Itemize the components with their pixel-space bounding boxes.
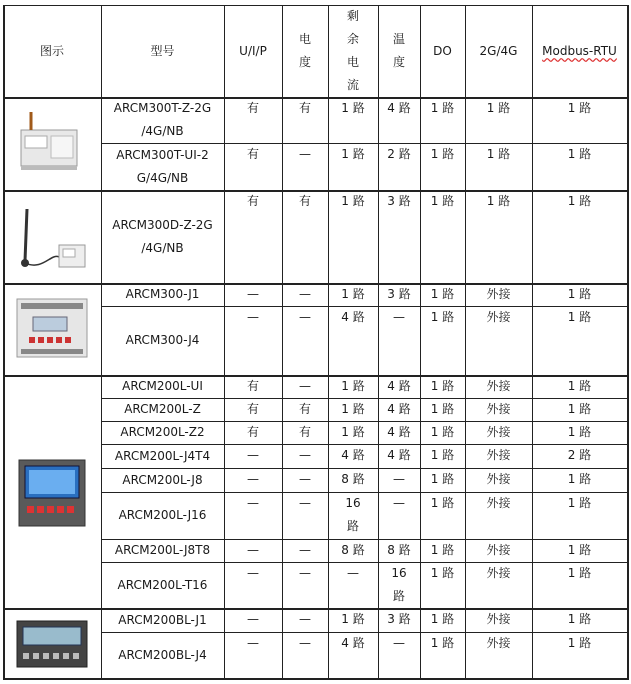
cell-residual: 8 路 [341, 472, 365, 486]
cell-residual: 4 路 [341, 448, 365, 462]
model-cell: ARCM200L-J16 [118, 508, 207, 522]
cell-uip: — [247, 287, 259, 301]
cell-uip: 有 [246, 147, 259, 161]
cell-residual: 1 路 [341, 101, 365, 115]
table-rule [627, 5, 629, 680]
cell-g: 外接 [486, 310, 511, 324]
table-rule [282, 5, 283, 680]
din-rail-meter-with-magnetic-antenna-icon [13, 201, 91, 273]
cell-modbus: 2 路 [567, 448, 592, 462]
cell-temp: — [393, 472, 405, 486]
cell-energy: — [299, 543, 311, 557]
cell-g: 外接 [486, 448, 511, 462]
cell-residual: 1 路 [341, 612, 365, 626]
header-temp: 温 度 [392, 32, 405, 69]
cell-do: 1 路 [430, 147, 455, 161]
cell-do: 1 路 [430, 448, 455, 462]
table-rule [101, 539, 628, 540]
table-rule [378, 5, 379, 680]
cell-temp: 4 路 [387, 101, 411, 115]
cell-g: 外接 [486, 402, 511, 416]
cell-energy: — [299, 448, 311, 462]
table-rule [101, 562, 628, 563]
cell-do: 1 路 [430, 101, 455, 115]
cell-energy: 有 [298, 194, 311, 208]
cell-energy: — [299, 310, 311, 324]
panel-meter-wide-icon [13, 607, 91, 679]
table-rule [101, 5, 102, 680]
cell-uip: — [247, 496, 259, 510]
model-cell: ARCM200L-J8 [122, 472, 203, 487]
cell-modbus: 1 路 [567, 612, 592, 626]
cell-modbus: 1 路 [567, 496, 592, 510]
cell-energy: — [299, 566, 311, 580]
table-rule [465, 5, 466, 680]
cell-temp: 4 路 [387, 379, 411, 393]
table-rule [101, 468, 628, 469]
table-rule [101, 492, 628, 493]
cell-uip: 有 [246, 101, 259, 115]
cell-do: 1 路 [430, 612, 455, 626]
header-g: 2G/4G [479, 43, 518, 58]
table-rule [328, 5, 329, 680]
cell-residual: 16 路 [345, 496, 361, 533]
table-rule [101, 444, 628, 445]
cell-g: 1 路 [486, 101, 511, 115]
din-rail-meter-with-antenna-icon [13, 108, 91, 180]
cell-energy: — [299, 379, 311, 393]
panel-meter-lcd-icon [3, 375, 101, 608]
table-rule [3, 678, 628, 680]
model-cell: ARCM300D-Z-2G /4G/NB [112, 217, 213, 255]
cell-uip: — [247, 636, 259, 650]
cell-energy: 有 [298, 425, 311, 439]
model-cell: ARCM200BL-J1 [118, 612, 207, 627]
cell-do: 1 路 [430, 543, 455, 557]
cell-modbus: 1 路 [567, 379, 592, 393]
cell-temp: 4 路 [387, 425, 411, 439]
cell-residual: 4 路 [341, 636, 365, 650]
cell-do: 1 路 [430, 425, 455, 439]
cell-g: 外接 [486, 612, 511, 626]
table-rule [101, 306, 628, 307]
panel-meter-wide-icon [3, 608, 101, 678]
cell-residual: 1 路 [341, 379, 365, 393]
table-rule [532, 5, 533, 680]
cell-g: 外接 [486, 496, 511, 510]
cell-do: 1 路 [430, 496, 455, 510]
cell-uip: — [247, 566, 259, 580]
table-rule [3, 5, 628, 6]
cell-temp: 4 路 [387, 402, 411, 416]
cell-residual: 4 路 [341, 310, 365, 324]
cell-do: 1 路 [430, 402, 455, 416]
cell-energy: — [299, 147, 311, 161]
cell-temp: 3 路 [387, 194, 411, 208]
table-rule [101, 143, 628, 144]
model-cell: ARCM200L-T16 [117, 577, 208, 592]
cell-uip: — [247, 612, 259, 626]
table-rule [224, 5, 225, 680]
cell-residual: — [347, 566, 359, 580]
model-cell: ARCM300-J4 [125, 333, 200, 347]
cell-g: 外接 [486, 543, 511, 557]
header-energy: 电 度 [298, 32, 311, 69]
cell-modbus: 1 路 [567, 194, 592, 208]
cell-g: 1 路 [486, 147, 511, 161]
cell-g: 外接 [486, 636, 511, 650]
din-rail-module-meter-icon [13, 293, 91, 365]
cell-energy: 有 [298, 402, 311, 416]
din-rail-meter-with-magnetic-antenna-icon [3, 190, 101, 283]
cell-temp: 3 路 [387, 287, 411, 301]
model-cell: ARCM200BL-J4 [118, 647, 207, 662]
cell-uip: — [247, 472, 259, 486]
cell-modbus: 1 路 [567, 101, 592, 115]
cell-do: 1 路 [430, 379, 455, 393]
cell-energy: — [299, 612, 311, 626]
cell-uip: 有 [246, 402, 259, 416]
cell-modbus: 1 路 [567, 147, 592, 161]
cell-residual: 1 路 [341, 194, 365, 208]
cell-energy: — [299, 496, 311, 510]
cell-g: 外接 [486, 425, 511, 439]
model-cell: ARCM200L-J4T4 [114, 448, 211, 463]
cell-g: 外接 [486, 379, 511, 393]
header-do: DO [433, 43, 452, 58]
cell-energy: — [299, 287, 311, 301]
cell-g: 外接 [486, 287, 511, 301]
header-model: 型号 [150, 43, 175, 58]
cell-g: 外接 [486, 472, 511, 486]
din-rail-meter-with-antenna-icon [3, 97, 101, 190]
cell-temp: 8 路 [387, 543, 411, 557]
cell-g: 外接 [486, 566, 511, 580]
cell-modbus: 1 路 [567, 472, 592, 486]
cell-temp: — [393, 636, 405, 650]
cell-modbus: 1 路 [567, 287, 592, 301]
cell-do: 1 路 [430, 566, 455, 580]
din-rail-module-meter-icon [3, 283, 101, 375]
cell-energy: 有 [298, 101, 311, 115]
cell-residual: 8 路 [341, 543, 365, 557]
cell-temp: — [393, 496, 405, 510]
cell-modbus: 1 路 [567, 543, 592, 557]
cell-do: 1 路 [430, 287, 455, 301]
model-cell: ARCM200L-J8T8 [114, 543, 211, 557]
cell-uip: — [247, 543, 259, 557]
table-rule [101, 398, 628, 399]
cell-do: 1 路 [430, 194, 455, 208]
header-image: 图示 [39, 43, 64, 58]
cell-residual: 1 路 [341, 425, 365, 439]
cell-modbus: 1 路 [567, 402, 592, 416]
cell-modbus: 1 路 [567, 425, 592, 439]
header-uip: U/I/P [239, 43, 267, 58]
cell-uip: 有 [246, 425, 259, 439]
cell-g: 1 路 [486, 194, 511, 208]
cell-do: 1 路 [430, 472, 455, 486]
model-cell: ARCM200L-Z [124, 402, 201, 416]
cell-temp: 2 路 [387, 147, 411, 161]
cell-do: 1 路 [430, 310, 455, 324]
model-cell: ARCM300T-UI-2 G/4G/NB [116, 147, 209, 185]
model-cell: ARCM200L-UI [122, 379, 203, 393]
table-rule [101, 632, 628, 633]
header-residual: 剩 余 电 流 [346, 9, 359, 92]
header-modbus: Modbus-RTU [542, 43, 617, 58]
cell-modbus: 1 路 [567, 310, 592, 324]
cell-uip: — [247, 448, 259, 462]
table-rule [420, 5, 421, 680]
cell-uip: — [247, 310, 259, 324]
cell-temp: 3 路 [387, 612, 411, 626]
cell-do: 1 路 [430, 636, 455, 650]
model-cell: ARCM300-J1 [125, 287, 200, 301]
model-cell: ARCM200L-Z2 [120, 425, 205, 439]
cell-modbus: 1 路 [567, 566, 592, 580]
cell-residual: 1 路 [341, 147, 365, 161]
cell-residual: 1 路 [341, 402, 365, 416]
cell-uip: 有 [246, 194, 259, 208]
cell-energy: — [299, 636, 311, 650]
cell-energy: — [299, 472, 311, 486]
cell-temp: 16 路 [391, 566, 407, 603]
model-cell: ARCM300T-Z-2G /4G/NB [113, 101, 212, 138]
table-rule [101, 421, 628, 422]
cell-temp: — [393, 310, 405, 324]
cell-temp: 4 路 [387, 448, 411, 462]
cell-uip: 有 [246, 379, 259, 393]
cell-modbus: 1 路 [567, 636, 592, 650]
cell-residual: 1 路 [341, 287, 365, 301]
panel-meter-lcd-icon [13, 456, 91, 528]
